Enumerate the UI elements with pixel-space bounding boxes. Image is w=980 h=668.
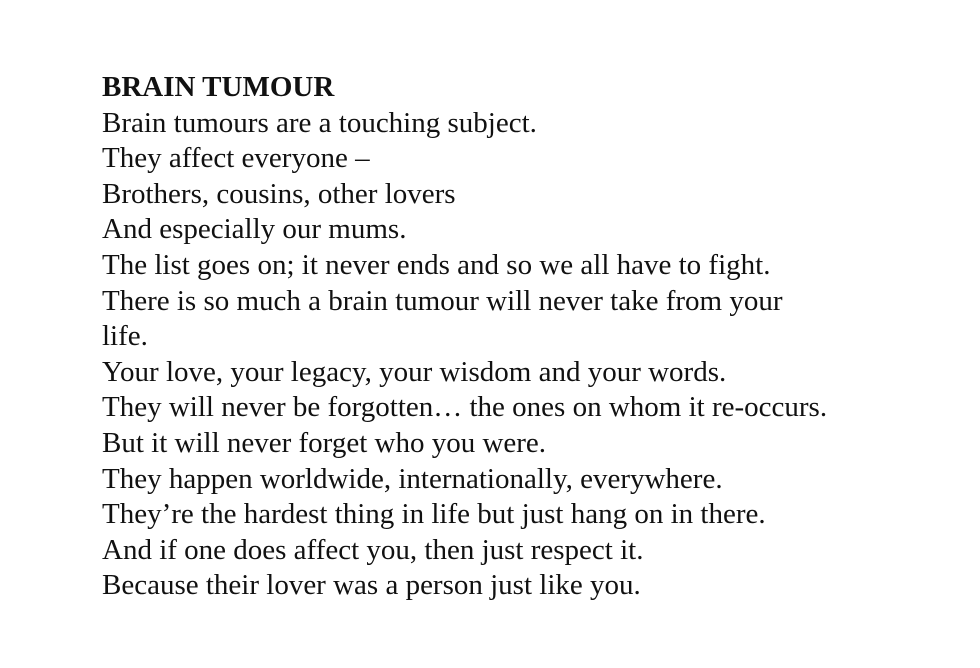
poem-line: Your love, your legacy, your wisdom and your words. <box>102 355 727 388</box>
poem-line: There is so much a brain tumour will never take from your <box>102 284 783 317</box>
poem-line: They affect everyone – <box>102 142 370 175</box>
poem-line: And if one does affect you, then just respect it. <box>102 533 644 566</box>
poem-line: They happen worldwide, internationally, everywhere. <box>102 462 723 495</box>
poem-line: Brain tumours are a touching subject. <box>102 106 537 139</box>
poem-line: They will never be forgotten… the ones on whom it re-occurs. <box>102 391 828 424</box>
poem-line: But it will never forget who you were. <box>102 426 547 459</box>
poem-page <box>102 70 902 604</box>
poem-line: They’re the hardest thing in life but just hang on in there. <box>102 498 766 531</box>
poem-title: BRAIN TUMOUR <box>102 71 335 103</box>
poem-line: life. <box>102 320 148 353</box>
poem-line: The list goes on; it never ends and so we all have to fight. <box>102 248 771 281</box>
poem-line: Brothers, cousins, other lovers <box>102 177 456 210</box>
poem-line: Because their lover was a person just like you. <box>102 569 641 602</box>
poem-line: And especially our mums. <box>102 213 407 246</box>
